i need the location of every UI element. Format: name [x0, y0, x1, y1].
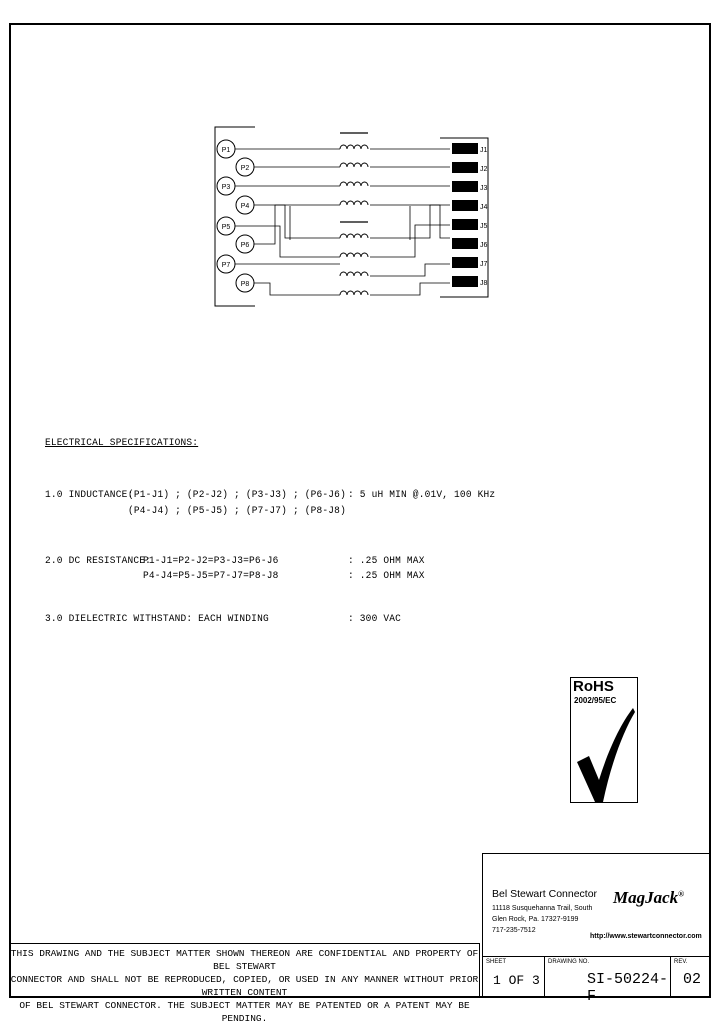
pin-j8	[452, 276, 478, 287]
pin-label-p8: P8	[240, 281, 250, 288]
inductance-pairs-2: (P4-J4) ; (P5-J5) ; (P7-J7) ; (P8-J8)	[128, 506, 346, 517]
pin-j7	[452, 257, 478, 268]
pin-j5	[452, 219, 478, 230]
pin-j3	[452, 181, 478, 192]
jack-outline	[440, 138, 488, 297]
sheet-value: 1 OF 3	[493, 973, 540, 988]
dc-resistance-value-1: : .25 OHM MAX	[348, 556, 425, 567]
confidentiality-notice	[10, 943, 480, 1024]
dielectric-value: : 300 VAC	[348, 614, 402, 625]
pin-label-p1: P1	[221, 147, 231, 154]
revision-label: REV.	[674, 959, 688, 965]
inductance-pairs-1: (P1-J1) ; (P2-J2) ; (P3-J3) ; (P6-J6)	[128, 490, 346, 501]
dc-resistance-value-2: : .25 OHM MAX	[348, 571, 425, 582]
pin-label-p6: P6	[240, 242, 250, 249]
drawing-number-label: DRAWING NO.	[548, 959, 590, 965]
checkmark-icon	[571, 704, 637, 804]
revision-cell	[670, 956, 711, 998]
dc-resistance-label: 2.0 DC RESISTANCE:	[45, 556, 152, 567]
drawing-number-value: SI-50224-F	[587, 971, 669, 1005]
pin-j2	[452, 162, 478, 173]
confidential-line-2: CONNECTOR AND SHALL NOT BE REPRODUCED, COPIED, OR USED IN ANY MANNER WITHOUT PRIOR WRITTEN CONTENT	[10, 974, 479, 998]
sheet-cell	[482, 956, 545, 998]
pin-label-j4: J4	[480, 204, 488, 211]
website-url: http://www.stewartconnector.com	[590, 933, 702, 940]
pin-label-p2: P2	[240, 165, 250, 172]
pin-label-j2: J2	[480, 166, 488, 173]
dc-resistance-pairs-1: P1-J1=P2-J2=P3-J3=P6-J6	[143, 556, 279, 567]
pin-label-j6: J6	[480, 242, 488, 249]
confidential-line-1: THIS DRAWING AND THE SUBJECT MATTER SHOWN THEREON ARE CONFIDENTIAL AND PROPERTY OF BEL STEWART	[10, 948, 479, 972]
sheet-label: SHEET	[486, 959, 507, 965]
magjack-logo: MagJack®	[613, 888, 685, 907]
title-block	[482, 853, 711, 957]
pin-label-j3: J3	[480, 185, 488, 192]
address-line-2: Glen Rock, Pa. 17327-9199	[492, 916, 579, 923]
confidential-line-3: OF BEL STEWART CONNECTOR. THE SUBJECT MATTER MAY BE PATENTED OR A PATENT MAY BE PENDING.	[19, 1000, 470, 1024]
pin-j1	[452, 143, 478, 154]
pin-j4	[452, 200, 478, 211]
pin-label-j1: J1	[480, 147, 488, 154]
pin-j6	[452, 238, 478, 249]
inductance-value: : 5 uH MIN @.01V, 100 KHz	[348, 490, 496, 501]
address-line-1: 11118 Susquehanna Trail, South	[492, 905, 593, 912]
pin-label-p7: P7	[221, 262, 231, 269]
inductance-label: 1.0 INDUCTANCE:	[45, 490, 134, 501]
rohs-title: RoHS	[573, 678, 614, 695]
revision-value: 02	[683, 971, 702, 988]
dc-resistance-pairs-2: P4-J4=P5-J5=P7-J7=P8-J8	[143, 571, 279, 582]
pin-label-j7: J7	[480, 261, 488, 268]
rohs-directive: 2002/95/EC	[574, 696, 617, 705]
pin-label-p4: P4	[240, 203, 250, 210]
pin-label-p3: P3	[221, 184, 231, 191]
pin-label-j8: J8	[480, 280, 488, 287]
drawing-number-cell	[544, 956, 671, 1005]
address-line-3: 717-235-7512	[492, 927, 536, 934]
pin-label-p5: P5	[221, 224, 231, 231]
company-name: Bel Stewart Connector	[492, 888, 598, 900]
rohs-badge	[570, 677, 638, 803]
specs-heading: ELECTRICAL SPECIFICATIONS:	[45, 438, 199, 449]
pin-label-j5: J5	[480, 223, 488, 230]
dielectric-label: 3.0 DIELECTRIC WITHSTAND: EACH WINDING	[45, 614, 269, 625]
transformer-coils	[340, 133, 368, 295]
